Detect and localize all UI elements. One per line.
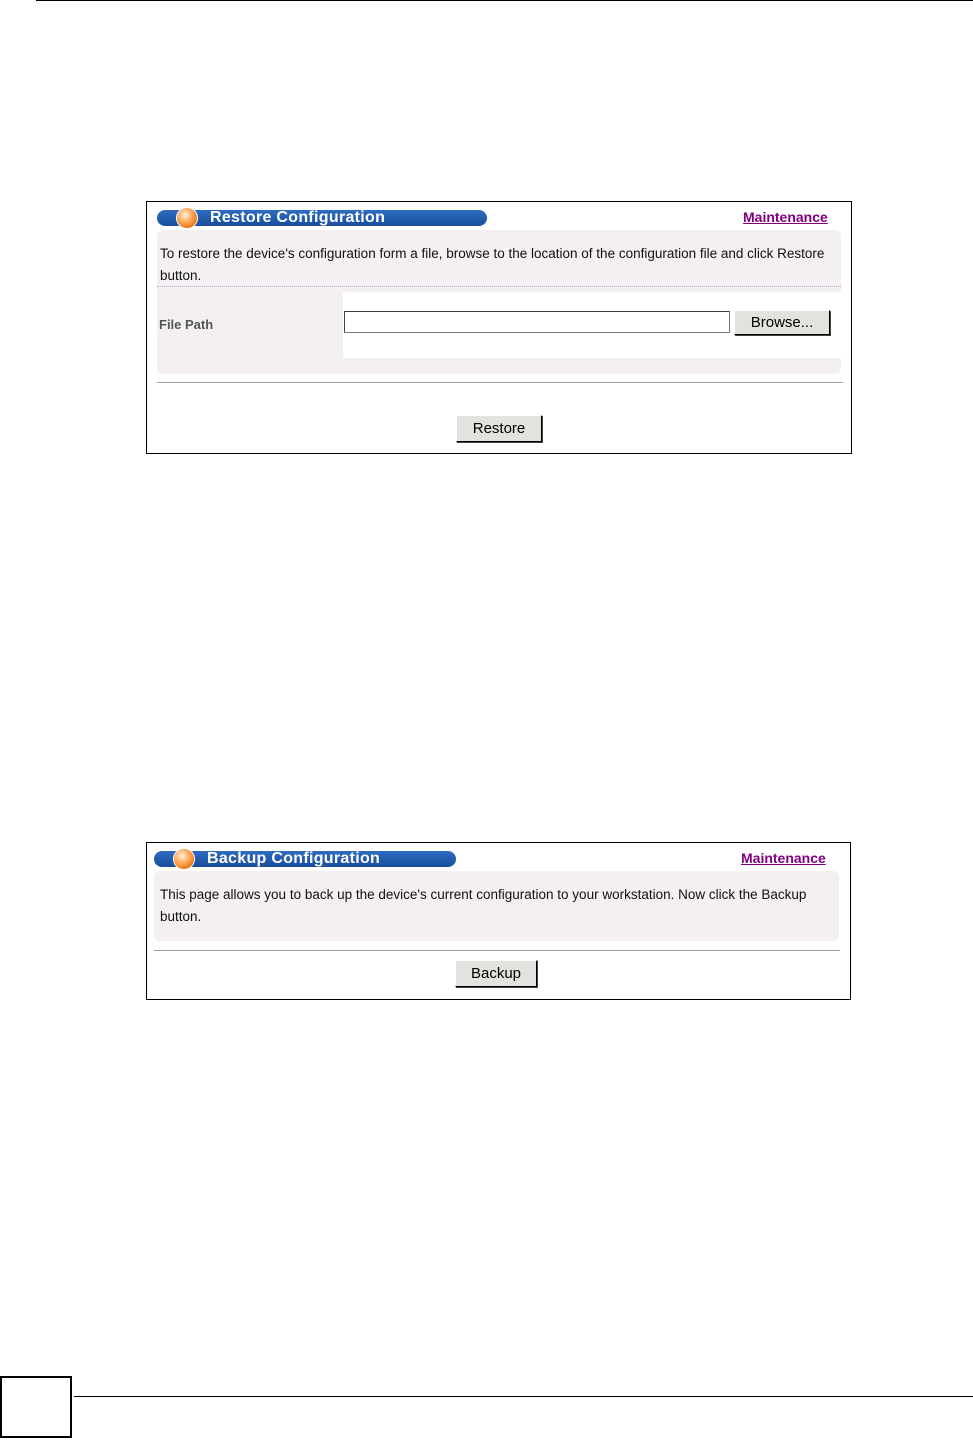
backup-title: Backup Configuration xyxy=(207,850,381,867)
backup-config-panel xyxy=(146,842,851,1000)
top-rule xyxy=(36,0,973,1)
restore-description: To restore the device's configuration form a file, browse to the location of the configuration file and click Restore button. xyxy=(160,246,825,283)
browse-button[interactable]: Browse... xyxy=(734,310,830,335)
restore-config-panel xyxy=(146,201,852,454)
orb-icon xyxy=(176,207,198,229)
restore-title-bar xyxy=(157,210,487,226)
footer-rule xyxy=(74,1396,973,1397)
restore-content-area xyxy=(157,230,841,374)
dotted-divider xyxy=(157,286,841,287)
backup-description: This page allows you to back up the device's current configuration to your workstation. Now click the Backup button. xyxy=(160,887,807,924)
backup-title-bar xyxy=(154,851,456,867)
file-path-input[interactable] xyxy=(344,311,730,333)
file-path-label: File Path xyxy=(159,317,214,332)
restore-separator xyxy=(157,382,843,383)
maintenance-link[interactable]: Maintenance xyxy=(741,850,826,866)
backup-content-area xyxy=(154,871,839,941)
restore-title: Restore Configuration xyxy=(210,209,386,226)
backup-button[interactable]: Backup xyxy=(455,960,537,987)
orb-icon xyxy=(173,848,195,870)
backup-separator xyxy=(154,950,840,951)
restore-button[interactable]: Restore xyxy=(456,415,542,442)
page-number-box xyxy=(0,1376,72,1438)
maintenance-link[interactable]: Maintenance xyxy=(743,209,828,225)
